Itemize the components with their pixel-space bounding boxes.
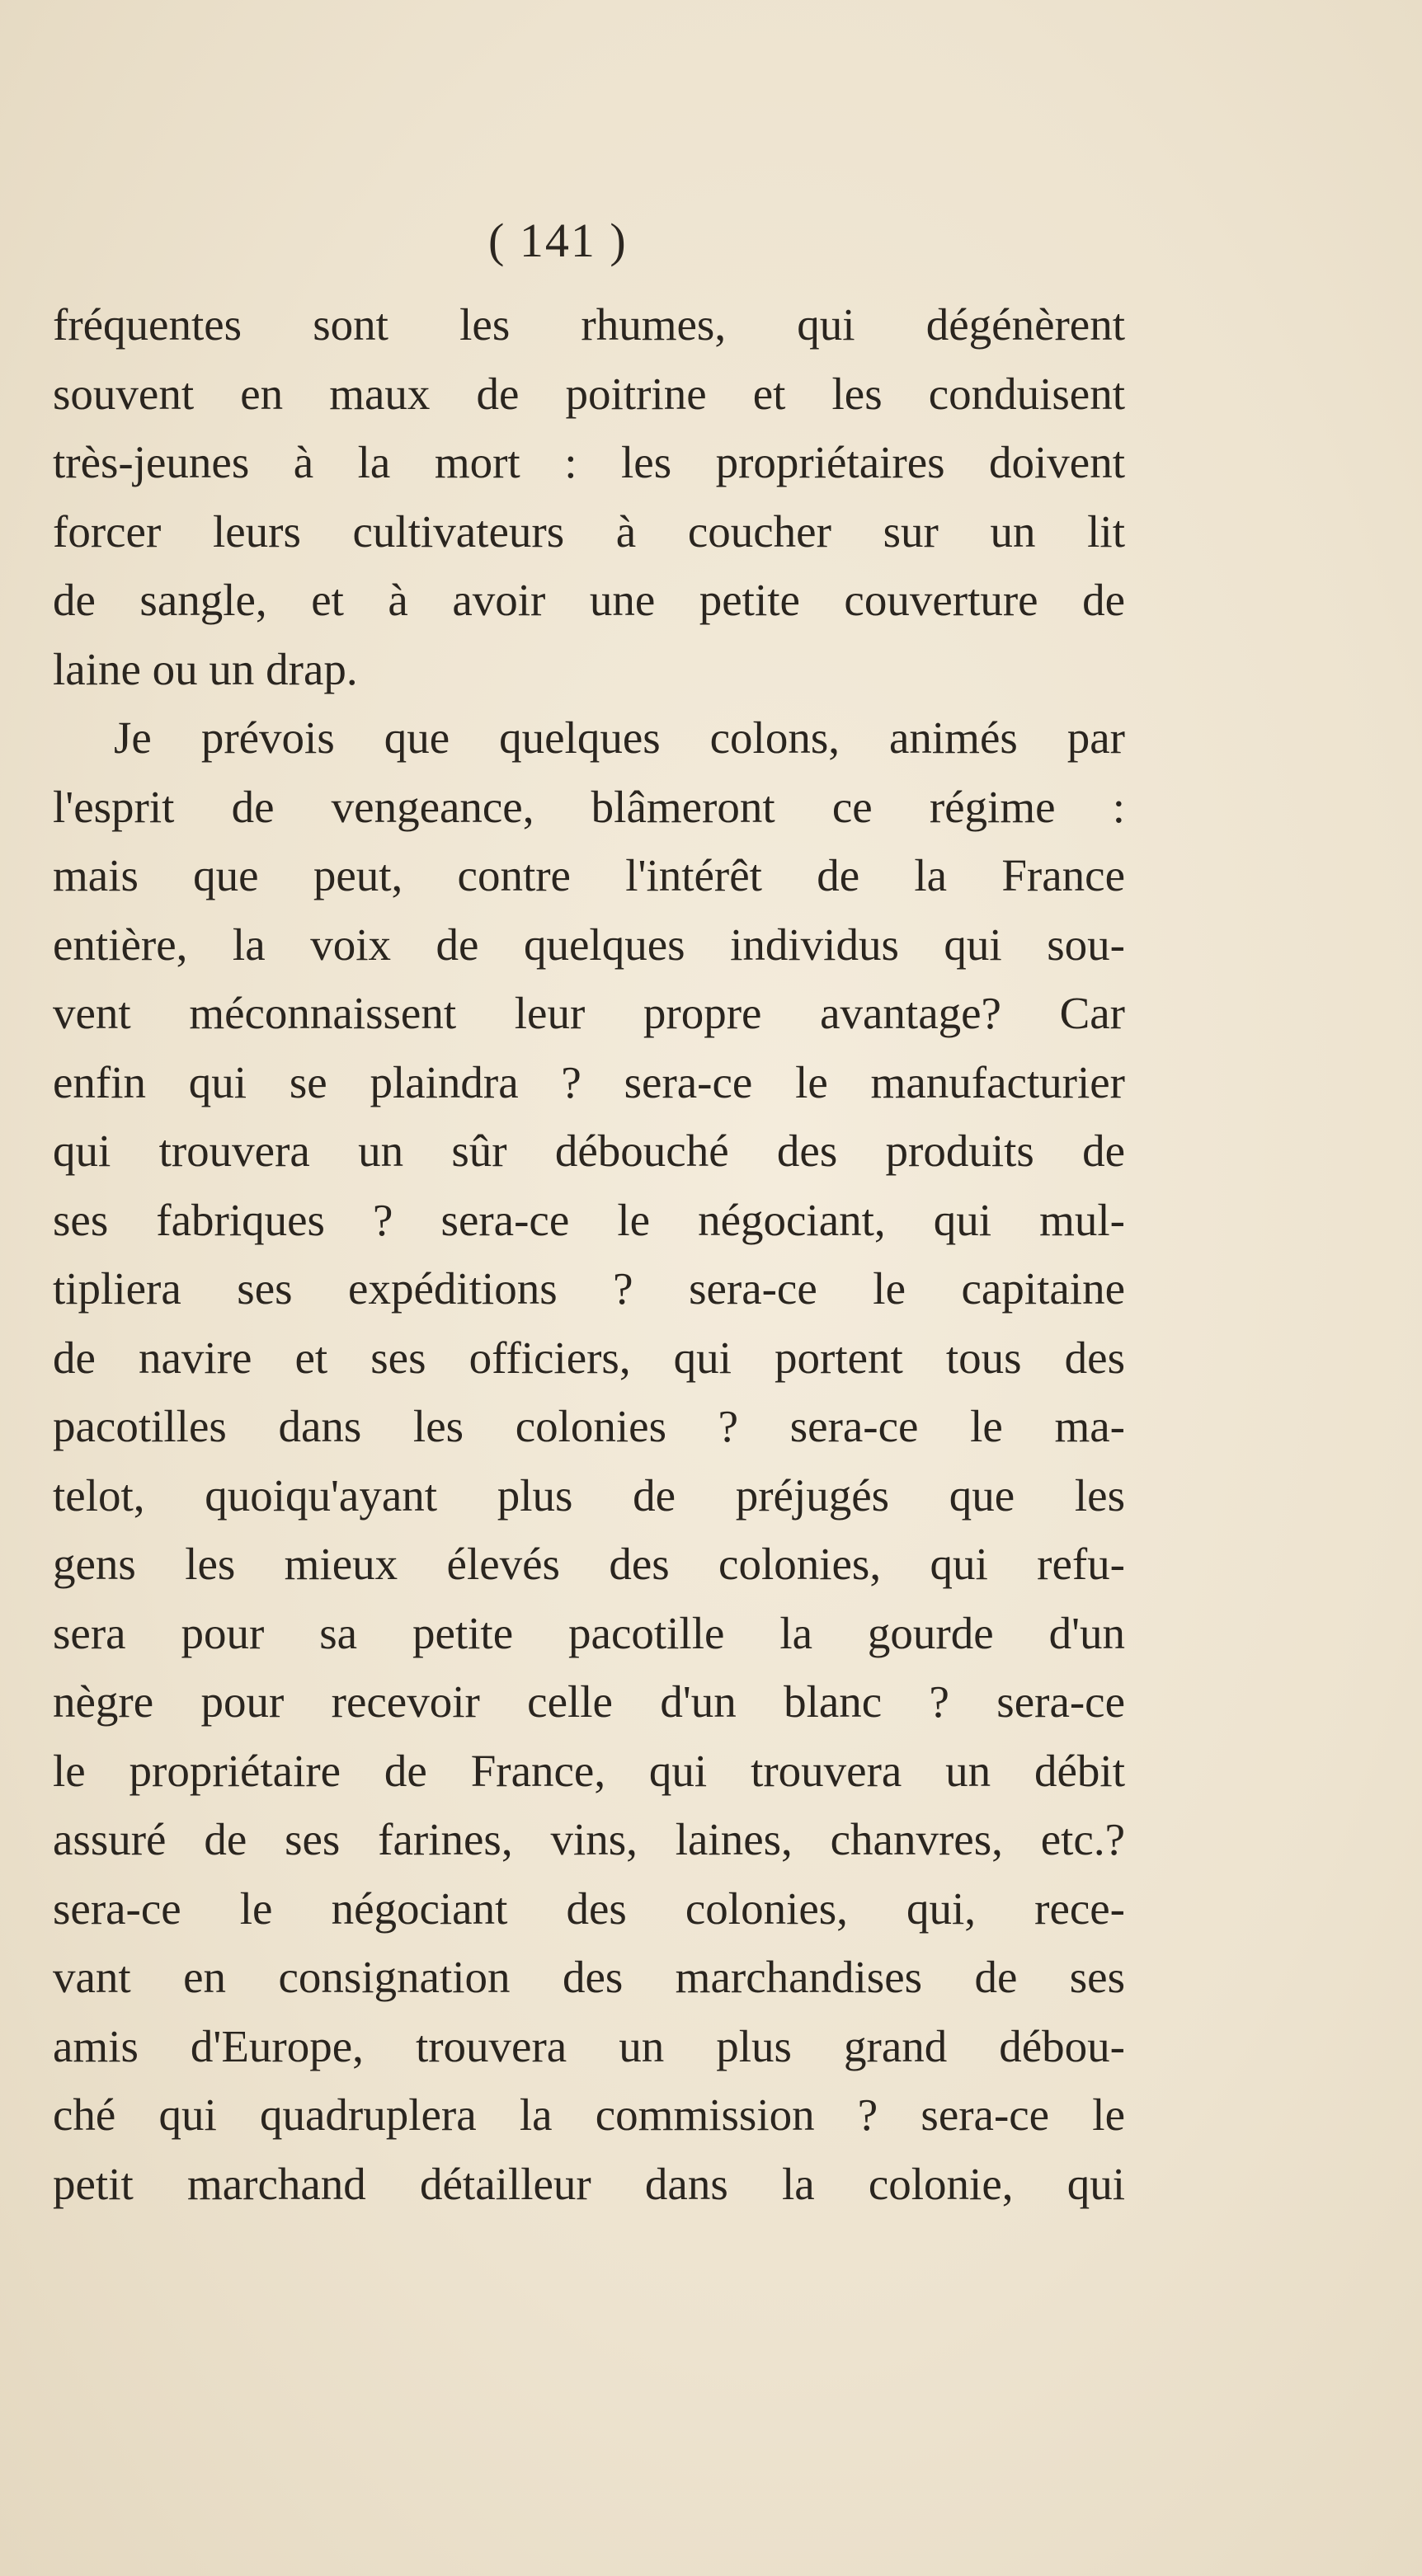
text-line: sera-ce le négociant des colonies, qui, rece- [53, 1883, 1125, 1934]
text-line: telot, quoiqu'ayant plus de préjugés que les [53, 1469, 1125, 1521]
text-line: pacotilles dans les colonies ? sera-ce le ma- [53, 1401, 1125, 1451]
text-line: laine ou un drap. [53, 643, 358, 694]
text-line: petit marchand détailleur dans la colonie, qui [53, 2158, 1125, 2209]
text-line: assuré de ses farines, vins, laines, chanvres, etc.? [53, 1814, 1125, 1864]
text-line: souvent en maux de poitrine et les conduisent [53, 368, 1125, 419]
body-text [53, 290, 1125, 2218]
text-line: de navire et ses officiers, qui portent tous des [53, 1332, 1125, 1383]
text-line: très-jeunes à la mort : les propriétaires doivent [53, 437, 1125, 487]
text-line: amis d'Europe, trouvera un plus grand débou- [53, 2020, 1125, 2071]
text-line: forcer leurs cultivateurs à coucher sur un lit [53, 505, 1125, 557]
text-line: tipliera ses expéditions ? sera-ce le capitaine [53, 1263, 1125, 1314]
text-line: vent méconnaissent leur propre avantage? Car [53, 988, 1125, 1038]
text-line: vant en consignation des marchandises de ses [53, 1952, 1125, 2002]
text-line: enfin qui se plaindra ? sera-ce le manufacturier [53, 1056, 1125, 1107]
text-line: ché qui quadruplera la commission ? sera-ce le [53, 2089, 1125, 2140]
text-line: le propriétaire de France, qui trouvera un débit [53, 1745, 1125, 1796]
paragraph-start-line: Je prévois que quelques colons, animés par [114, 712, 1125, 763]
text-line: nègre pour recevoir celle d'un blanc ? sera-ce [53, 1676, 1125, 1727]
page-number: ( 141 ) [488, 214, 628, 267]
text-line: l'esprit de vengeance, blâmeront ce régime : [53, 781, 1125, 832]
text-line: de sangle, et à avoir une petite couverture de [53, 575, 1125, 625]
text-line: fréquentes sont les rhumes, qui dégénèrent [53, 299, 1125, 350]
text-line: mais que peut, contre l'intérêt de la France [53, 850, 1125, 900]
text-line: gens les mieux élevés des colonies, qui refu- [53, 1539, 1125, 1589]
text-line: entière, la voix de quelques individus qui sou- [53, 919, 1125, 970]
text-line: ses fabriques ? sera-ce le négociant, qui mul- [53, 1194, 1125, 1245]
text-line: qui trouvera un sûr débouché des produits de [53, 1126, 1125, 1176]
text-line: sera pour sa petite pacotille la gourde d'un [53, 1607, 1125, 1658]
